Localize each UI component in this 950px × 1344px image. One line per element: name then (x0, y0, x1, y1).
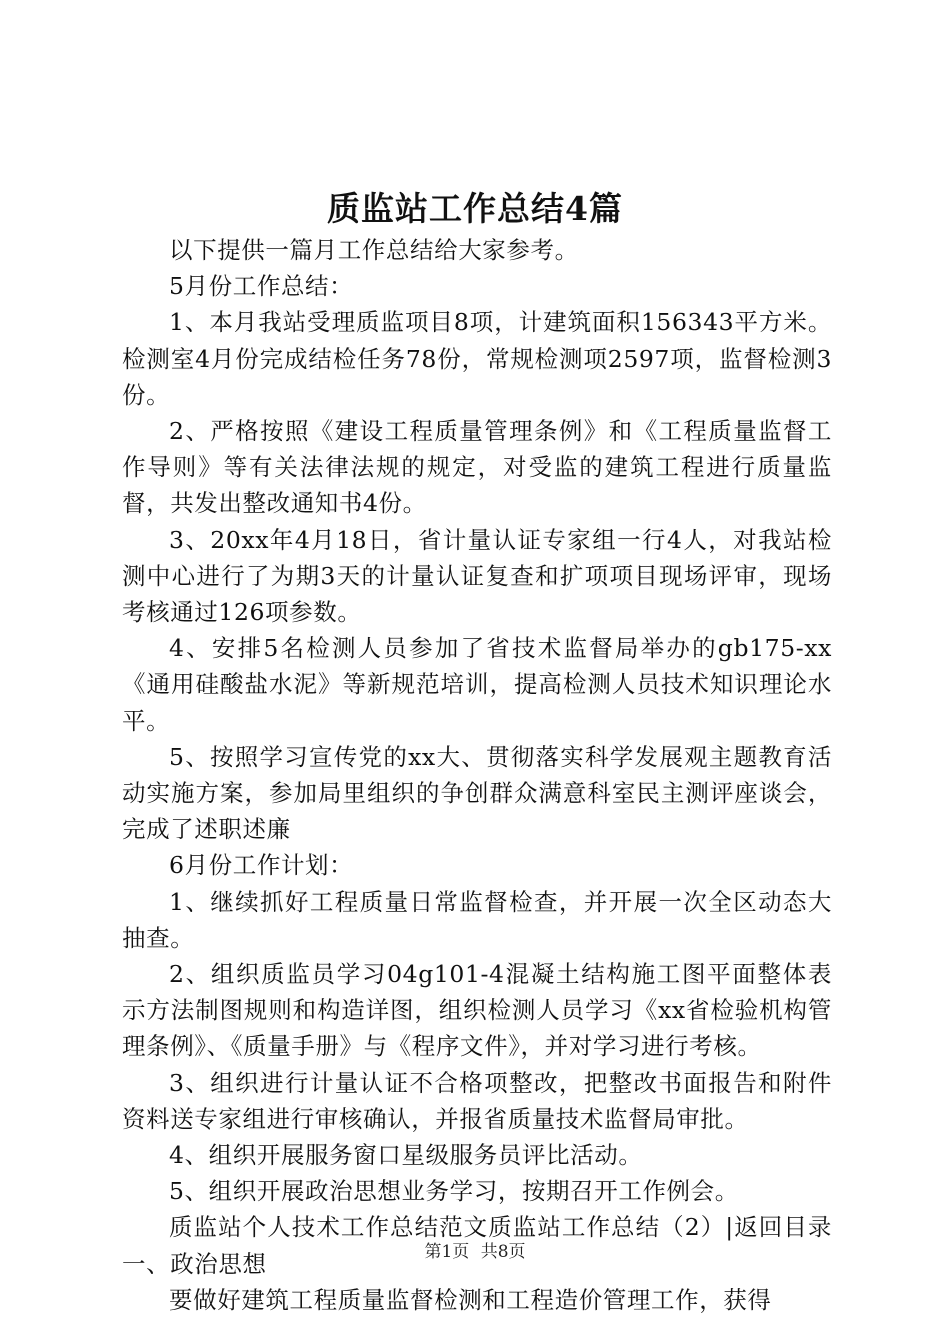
paragraph: 以下提供一篇月工作总结给大家参考。 (169, 236, 579, 264)
paragraph: 5、组织开展政治思想业务学习，按期召开工作例会。 (169, 1177, 739, 1206)
paragraph: 3、组织进行计量认证不合格项整改，把整改书面报告和附件资料送专家组进行审核确认，并报省质量技术监督局审批。 (122, 1068, 832, 1133)
paragraph: 2、严格按照《建设工程质量管理条例》和《工程质量监督工作导则》等有关法律法规的规定，对受监的建筑工程进行质量监督，共发出整改通知书4份。 (122, 417, 832, 518)
page-number: 第1页 (424, 1242, 470, 1262)
paragraph: 3、20xx年4月18日，省计量认证专家组一行4人，对我站检测中心进行了为期3天的计量认证复查和扩项项目现场评审，现场考核通过126项参数。 (122, 525, 832, 627)
page-total: 共8页 (480, 1242, 526, 1262)
page-footer (0, 1240, 950, 1264)
paragraph: 质监站个人技术工作总结范文质监站工作总结（2）|返回目录一、政治思想 (122, 1213, 832, 1278)
paragraph: 5、按照学习宣传党的xx大、贯彻落实科学发展观主题教育活动实施方案，参加局里组织的争创群众满意科室民主测评座谈会，完成了述职述廉 (122, 742, 832, 844)
section-heading: 6月份工作计划： (169, 851, 354, 880)
document-body (122, 232, 832, 1318)
paragraph: 要做好建筑工程质量监督检测和工程造价管理工作，获得 (169, 1285, 772, 1314)
paragraph: 4、安排5名检测人员参加了省技术监督局举办的gb175-xx《通用硅酸盐水泥》等新规范培训，提高检测人员技术知识理论水平。 (122, 634, 832, 735)
paragraph: 4、组织开展服务窗口星级服务员评比活动。 (169, 1141, 643, 1170)
paragraph: 1、本月我站受理质监项目8项，计建筑面积156343平方米。检测室4月份完成结检任务78份，常规检测项2597项，监督检测3份。 (122, 308, 832, 409)
document-title: 质监站工作总结4篇 (327, 189, 623, 228)
paragraph: 2、组织质监员学习04g101-4混凝土结构施工图平面整体表示方法制图规则和构造详图，组织检测人员学习《xx省检验机构管理条例》、《质量手册》与《程序文件》，并对学习进行考核。 (122, 960, 832, 1061)
section-heading: 5月份工作总结： (169, 272, 354, 301)
paragraph: 1、继续抓好工程质量日常监督检查，并开展一次全区动态大抽查。 (122, 887, 832, 952)
